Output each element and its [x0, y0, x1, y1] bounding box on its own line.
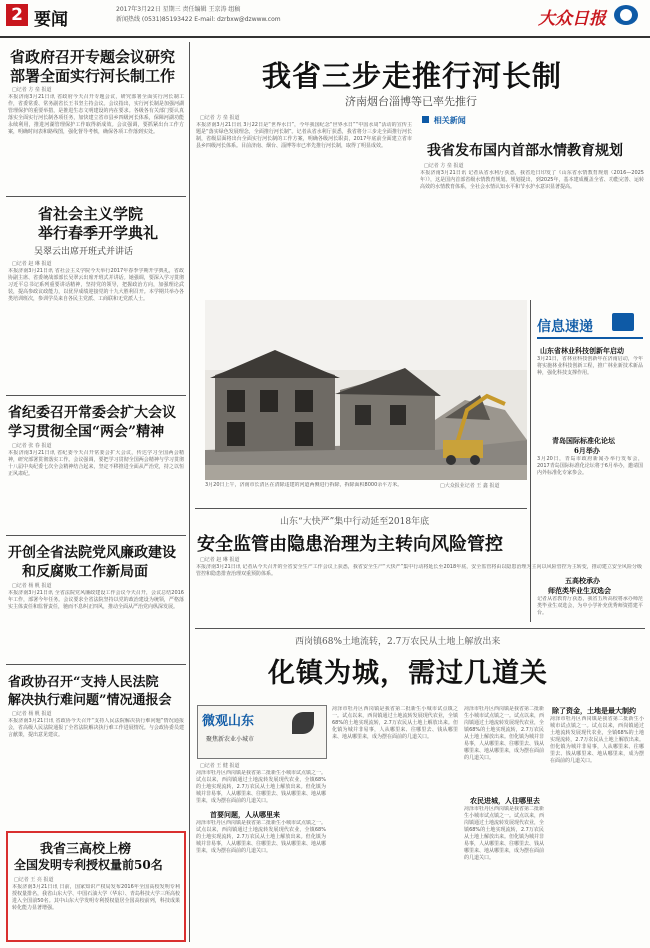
article-subtitle: 吴翠云出席开班式并讲话 — [34, 247, 134, 257]
column-label: 微观山东 — [202, 714, 255, 729]
meta-line-1: 2017年3月22日 星期三 责任编辑 王京涛 组稿 — [116, 6, 241, 13]
article-title: 部署全面实行河长制工作 — [10, 67, 176, 85]
photo-caption: 3月20日上午，济南市长清区在清除违建的河道两侧进行拆除，拆除面积8000余平方米。 — [205, 482, 403, 488]
byline: □记者 王 亮 报道 — [14, 877, 54, 883]
article-title: 我省三高校上榜 — [40, 842, 132, 857]
article-title: 和反腐败工作新局面 — [22, 564, 148, 580]
byline: □记者 赵 琳 报道 — [12, 261, 52, 267]
brief-title: 山东省林业科技创新年启动 — [540, 346, 624, 355]
briefs-rule — [537, 337, 643, 339]
article-title: 省政府召开专题会议研究 — [10, 48, 176, 66]
article-body: 菏泽市牡丹区西岗镇是我省第二批新生小城市试点镇之一。试点以来，西岗镇通过土地流转发展现代农业，全镇68%的土地实现流转，2.7万农民从土地上解放出来。但化镇为城并非易事，人从哪里来、往哪里去、钱从哪里来、地从哪里来，成为摆在面前的几道关口。 — [464, 706, 544, 761]
brief-title: 青岛国际标准化论坛 — [552, 436, 615, 445]
newspaper-logo: 大众日报 — [538, 9, 606, 29]
briefs-icon — [612, 313, 634, 331]
article-subheading: 首要问题，人从哪里来 — [210, 810, 280, 819]
column-subtitle: 聚焦新农业小城市 — [206, 736, 255, 743]
meta-line-2: 新闻热线 (0531)85193422 E-mail: dzrbxw@dzwww.com — [116, 16, 281, 23]
article-subheading: 农民进城，人往哪里去 — [470, 796, 540, 805]
article-body: 本报济南3月21日讯 记者从今天召开的全省安全生产工作会议上获悉，我省安全生产“大快严”集中行动将延长至2018年底，安全监管将由以隐患治理为主向以风险管控为主转变，推动建立安全风险分级管控和隐患排查治理双重预防体系。 — [196, 564, 642, 577]
article-body: 菏泽市牡丹区西岗镇是我省第二批新生小城市试点镇之一。试点以来，西岗镇通过土地流转发展现代农业，全镇68%的土地实现流转，2.7万农民从土地上解放出来。但化镇为城并非易事，人从哪里来、往哪里去、钱从哪里来、地从哪里来，成为摆在面前的几道关口。 — [196, 770, 326, 804]
related-icon — [422, 116, 429, 123]
byline: □记者 方 垒 报道 — [424, 163, 464, 169]
article-title: 全国发明专利授权量前50名 — [14, 858, 163, 872]
byline: □记者 杨 帆 报道 — [12, 583, 52, 589]
section-rule — [6, 196, 186, 197]
brief-subtitle: 师范类毕业生双选会 — [548, 586, 611, 595]
article-subheading: 除了资金，土地是最大制约 — [552, 706, 636, 715]
section-title: 要闻 — [34, 10, 68, 30]
article-title: 举行春季开学典礼 — [38, 224, 159, 242]
issue-meta — [116, 5, 281, 25]
article-body: 本报济南3月21日讯 日前，国家知识产权局发布2016年全国高校发明专利授权量排名，我省山东大学、中国石油大学（华东）、青岛科技大学三所高校进入全国前50名。其中山东大学发明专利授权量居全国高校前列，科技成果转化能力显著增强。 — [12, 884, 180, 911]
column-divider — [189, 42, 190, 942]
logo-emblem-icon — [614, 5, 638, 25]
article-title: 省纪委召开常委会扩大会议 — [8, 405, 176, 421]
byline: □记者 赵 琳 报道 — [200, 557, 240, 563]
section-rule — [6, 535, 186, 536]
byline: □记者 杨 帆 报道 — [12, 711, 52, 717]
article-body: 本报济南3月21日讯 全省法院党风廉政建设工作会议今天召开，会议总结2016年工作，部署今年任务。会议要求全省法院坚持以党的政治建设为统领，严格落实主体责任和监督责任，驰而不息纠正四风，推动全面从严治党向纵深发展。 — [8, 590, 184, 610]
article-title: 学习贯彻全国“两会”精神 — [8, 424, 165, 440]
article-body: 本报济南3月21日讯 省纪委今天召开常委会扩大会议，传达学习全国两会精神，研究部署贯彻落实工作。会议强调，要把学习贯彻全国两会精神与学习贯彻十八届中央纪委七次全会精神结合起来，坚定不移推进全面从严治党，持之以恒正风肃纪。 — [8, 450, 184, 477]
demolition-photo — [205, 300, 527, 480]
article-body: 本报济南3月21日讯 省政府今天召开专题会议，研究部署全面实行河长制工作，省委常委、常务副省长王书坚主持会议。会议指出，实行河长制是加强河湖管理保护的重要举措，是推进生态文明建设的内在要求。各级各有关部门要认真落实全面实行河长制各项任务，加快建立省市县乡四级河长体系，保障河湖功能永续利用，推进河湖管理保护工作取得新成效。会议强调，要抓紧出台工作方案，明确时间表和路线图，强化督导考核，确保各项工作落到实处。 — [8, 94, 184, 135]
article-body: 菏泽市牡丹区西岗镇是我省第二批新生小城市试点镇之一。试点以来，西岗镇通过土地流转发展现代农业，全镇68%的土地实现流转，2.7万农民从土地上解放出来。但化镇为城并非易事，人从哪里来、往哪里去、钱从哪里来、地从哪里来，成为摆在面前的几道关口。 — [332, 706, 458, 740]
article-body: 菏泽市牡丹区西岗镇是我省第二批新生小城市试点镇之一。试点以来，西岗镇通过土地流转发展现代农业，全镇68%的土地实现流转，2.7万农民从土地上解放出来。但化镇为城并非易事，人从哪里来、往哪里去、钱从哪里来、地从哪里来，成为摆在面前的几道关口。 — [464, 806, 544, 861]
lead-headline: 化镇为城，需过几道关 — [268, 658, 548, 689]
page-number: 2 — [6, 4, 28, 26]
byline: □记者 张 春 报道 — [12, 443, 52, 449]
article-body: 菏泽市牡丹区西岗镇是我省第二批新生小城市试点镇之一。试点以来，西岗镇通过土地流转发展现代农业，全镇68%的土地实现流转，2.7万农民从土地上解放出来。但化镇为城并非易事，人从哪里来、往哪里去、钱从哪里来、地从哪里来，成为摆在面前的几道关口。 — [550, 716, 644, 764]
article-kicker: 山东“大快严”集中行动延至2018年底 — [280, 517, 430, 527]
article-body: 菏泽市牡丹区西岗镇是我省第二批新生小城市试点镇之一。试点以来，西岗镇通过土地流转发展现代农业，全镇68%的土地实现流转，2.7万农民从土地上解放出来。但化镇为城并非易事，人从哪里来、往哪里去、钱从哪里来、地从哪里来，成为摆在面前的几道关口。 — [196, 820, 326, 854]
lead-headline: 我省三步走推行河长制 — [262, 59, 563, 93]
byline: □记者 王 健 报道 — [200, 763, 240, 769]
article-title: 开创全省法院党风廉政建设 — [8, 545, 176, 561]
brief-title: 五高校承办 — [565, 576, 600, 585]
leaf-icon — [292, 712, 314, 734]
related-news-label: 相关新闻 — [422, 115, 466, 126]
brief-body: 记者从省教育厅获悉，我省五所高校将承办师范类毕业生双选会，为中小学补充优秀师资搭建平台。 — [537, 596, 643, 616]
section-rule — [195, 508, 527, 509]
byline: □记者 方 垒 报道 — [200, 115, 240, 121]
article-title: 我省发布国内首部水情教育规划 — [427, 143, 623, 159]
article-body: 本报济南3月21日讯 省政协今天召开“支持人民法院解决执行难问题”情况通报会，省高级人民法院通报了全省法院解决执行难工作进展情况。与会政协委员建言献策，提出意见建议。 — [8, 718, 184, 738]
article-title: 省社会主义学院 — [38, 205, 144, 223]
masthead — [0, 0, 650, 38]
brief-body: 3月20日，青岛市政府新闻办举行发布会，2017青岛国际标准化论坛将于6月举办，邀请国内外标准化专家参会。 — [537, 456, 643, 476]
article-body: 本报济南3月21日讯 3月22日是“世界水日”，今年我国纪念“世界水日”“中国水周”活动的宣传主题是“落实绿色发展理念，全面推行河长制”。记者从省水利厅获悉，我省将分三步走全面推行河长制，省级层面将出台全面实行河长制的工作方案，明确各级河长职责，2017年底前全面建立省市县乡四级河长体系。目前济南、烟台、淄博等市已率先推行河长制，取得了明显成效。 — [196, 122, 412, 149]
article-title: 省政协召开“支持人民法院 — [8, 675, 159, 690]
article-kicker: 西岗镇68%土地流转，2.7万农民从土地上解放出来 — [295, 637, 501, 647]
brief-body: 3月21日，省林业科技创新年在济南启动，今年将实施林业科技创新工程，推广林业新技术新品种，强化科技支撑作用。 — [537, 356, 643, 376]
section-rule — [195, 628, 645, 629]
photo-credit: □大众报业记者 王 鑫 报道 — [440, 483, 500, 489]
article-title: 安全监管由隐患治理为主转向风险管控 — [197, 534, 503, 555]
demolition-photo-illustration — [205, 300, 527, 480]
article-title: 解决执行难问题”情况通报会 — [8, 693, 172, 708]
lead-subtitle: 济南烟台淄博等已率先推行 — [345, 95, 477, 108]
byline: □记者 方 垒 报道 — [12, 87, 52, 93]
article-body: 本报济南3月21日讯 记者从省水利厅获悉，我省近日印发了《山东省水情教育规划（2016—2025年）》，这是国内首部省级水情教育规划。规划提出，到2025年，基本建成覆盖全省、功能完善、运转高效的水情教育体系，全社会水情认知水平和节水护水意识显著提高。 — [420, 170, 644, 190]
brief-subtitle: 6月举办 — [574, 446, 600, 455]
section-rule — [6, 664, 186, 665]
article-body: 本报济南3月21日讯 省社会主义学院今天举行2017年春季学期开学典礼，省政协副主席、省委统战部部长吴翠云出席开班式并讲话。她强调，要深入学习贯彻习近平总书记系列重要讲话精神，坚持党的领导，把握政治方向，加强理论武装，提高参政议政能力，以优异成绩迎接党的十九大胜利召开。本学期共举办各类培训班次，参训学员来自各民主党派、工商联和无党派人士。 — [8, 268, 184, 302]
section-rule — [6, 395, 186, 396]
column-badge — [197, 705, 327, 759]
briefs-label: 信息速递 — [537, 319, 593, 335]
